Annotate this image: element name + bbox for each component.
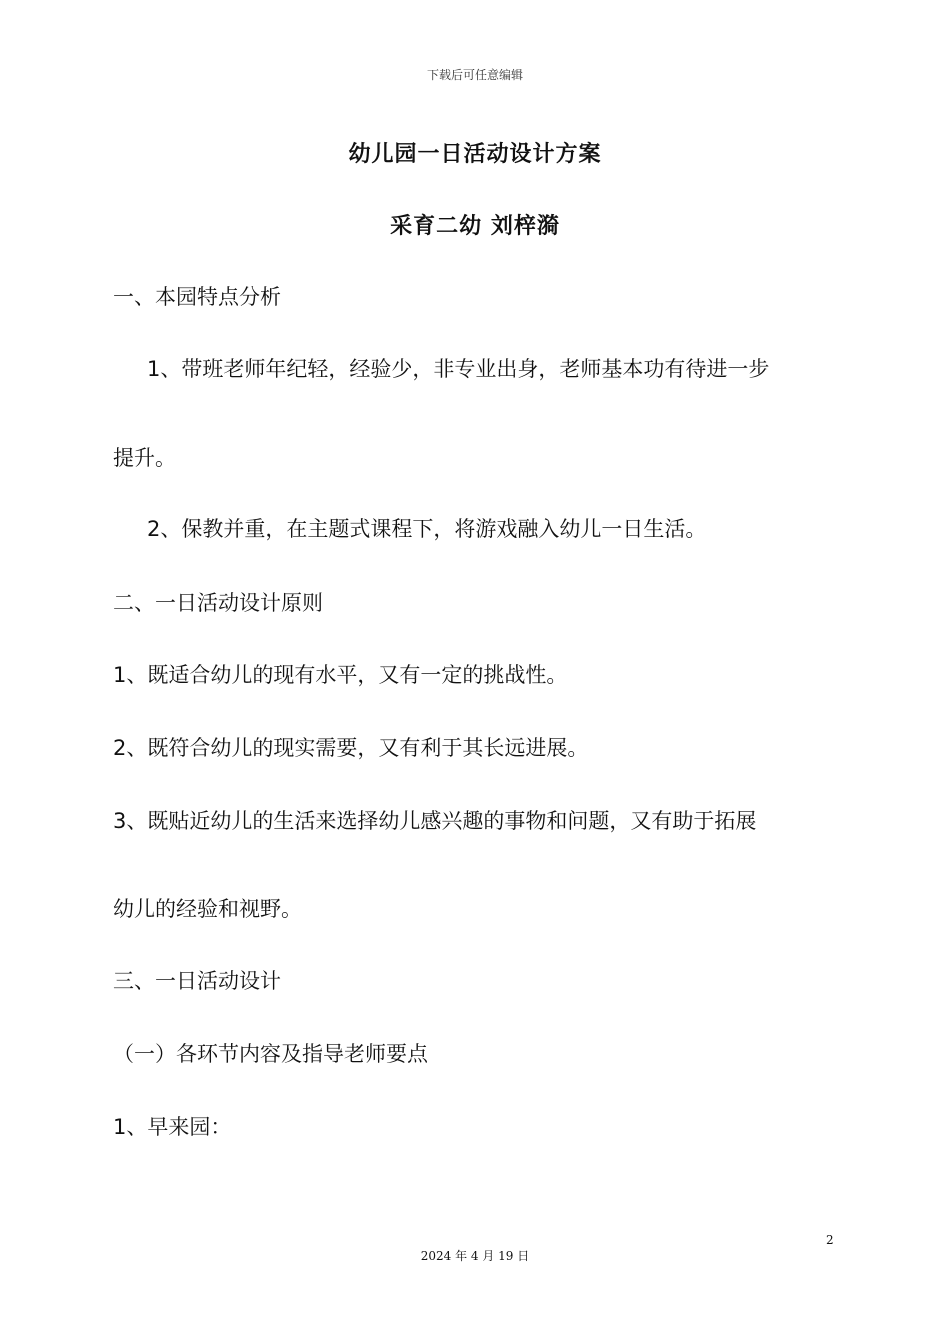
document-title: 幼儿园一日活动设计方案	[348, 142, 602, 167]
document-subtitle: 采育二幼 刘梓漪	[390, 214, 560, 239]
section-heading-3: 三、一日活动设计	[113, 969, 281, 993]
paragraph-line: 1、早来园：	[113, 1115, 232, 1139]
page-footer-date: 2024 年 4 月 19 日	[420, 1249, 530, 1263]
paragraph-line: 幼儿的经验和视野。	[113, 897, 302, 921]
paragraph-line: 2、保教并重，在主题式课程下，将游戏融入幼儿一日生活。	[147, 517, 707, 541]
paragraph-line: 3、既贴近幼儿的生活来选择幼儿感兴趣的事物和问题，又有助于拓展	[113, 809, 757, 833]
paragraph-line: 提升。	[113, 446, 176, 470]
section-heading-1: 一、本园特点分析	[113, 285, 281, 309]
section-heading-2: 二、一日活动设计原则	[113, 591, 323, 615]
page-number: 2	[826, 1233, 834, 1247]
page-header: 下载后可任意编辑	[426, 68, 523, 82]
paragraph-line: 1、带班老师年纪轻，经验少，非专业出身，老师基本功有待进一步	[147, 357, 770, 381]
subsection-heading: （一）各环节内容及指导老师要点	[113, 1042, 428, 1066]
paragraph-line: 1、既适合幼儿的现有水平，又有一定的挑战性。	[113, 663, 568, 687]
paragraph-line: 2、既符合幼儿的现实需要，又有利于其长远进展。	[113, 736, 589, 760]
